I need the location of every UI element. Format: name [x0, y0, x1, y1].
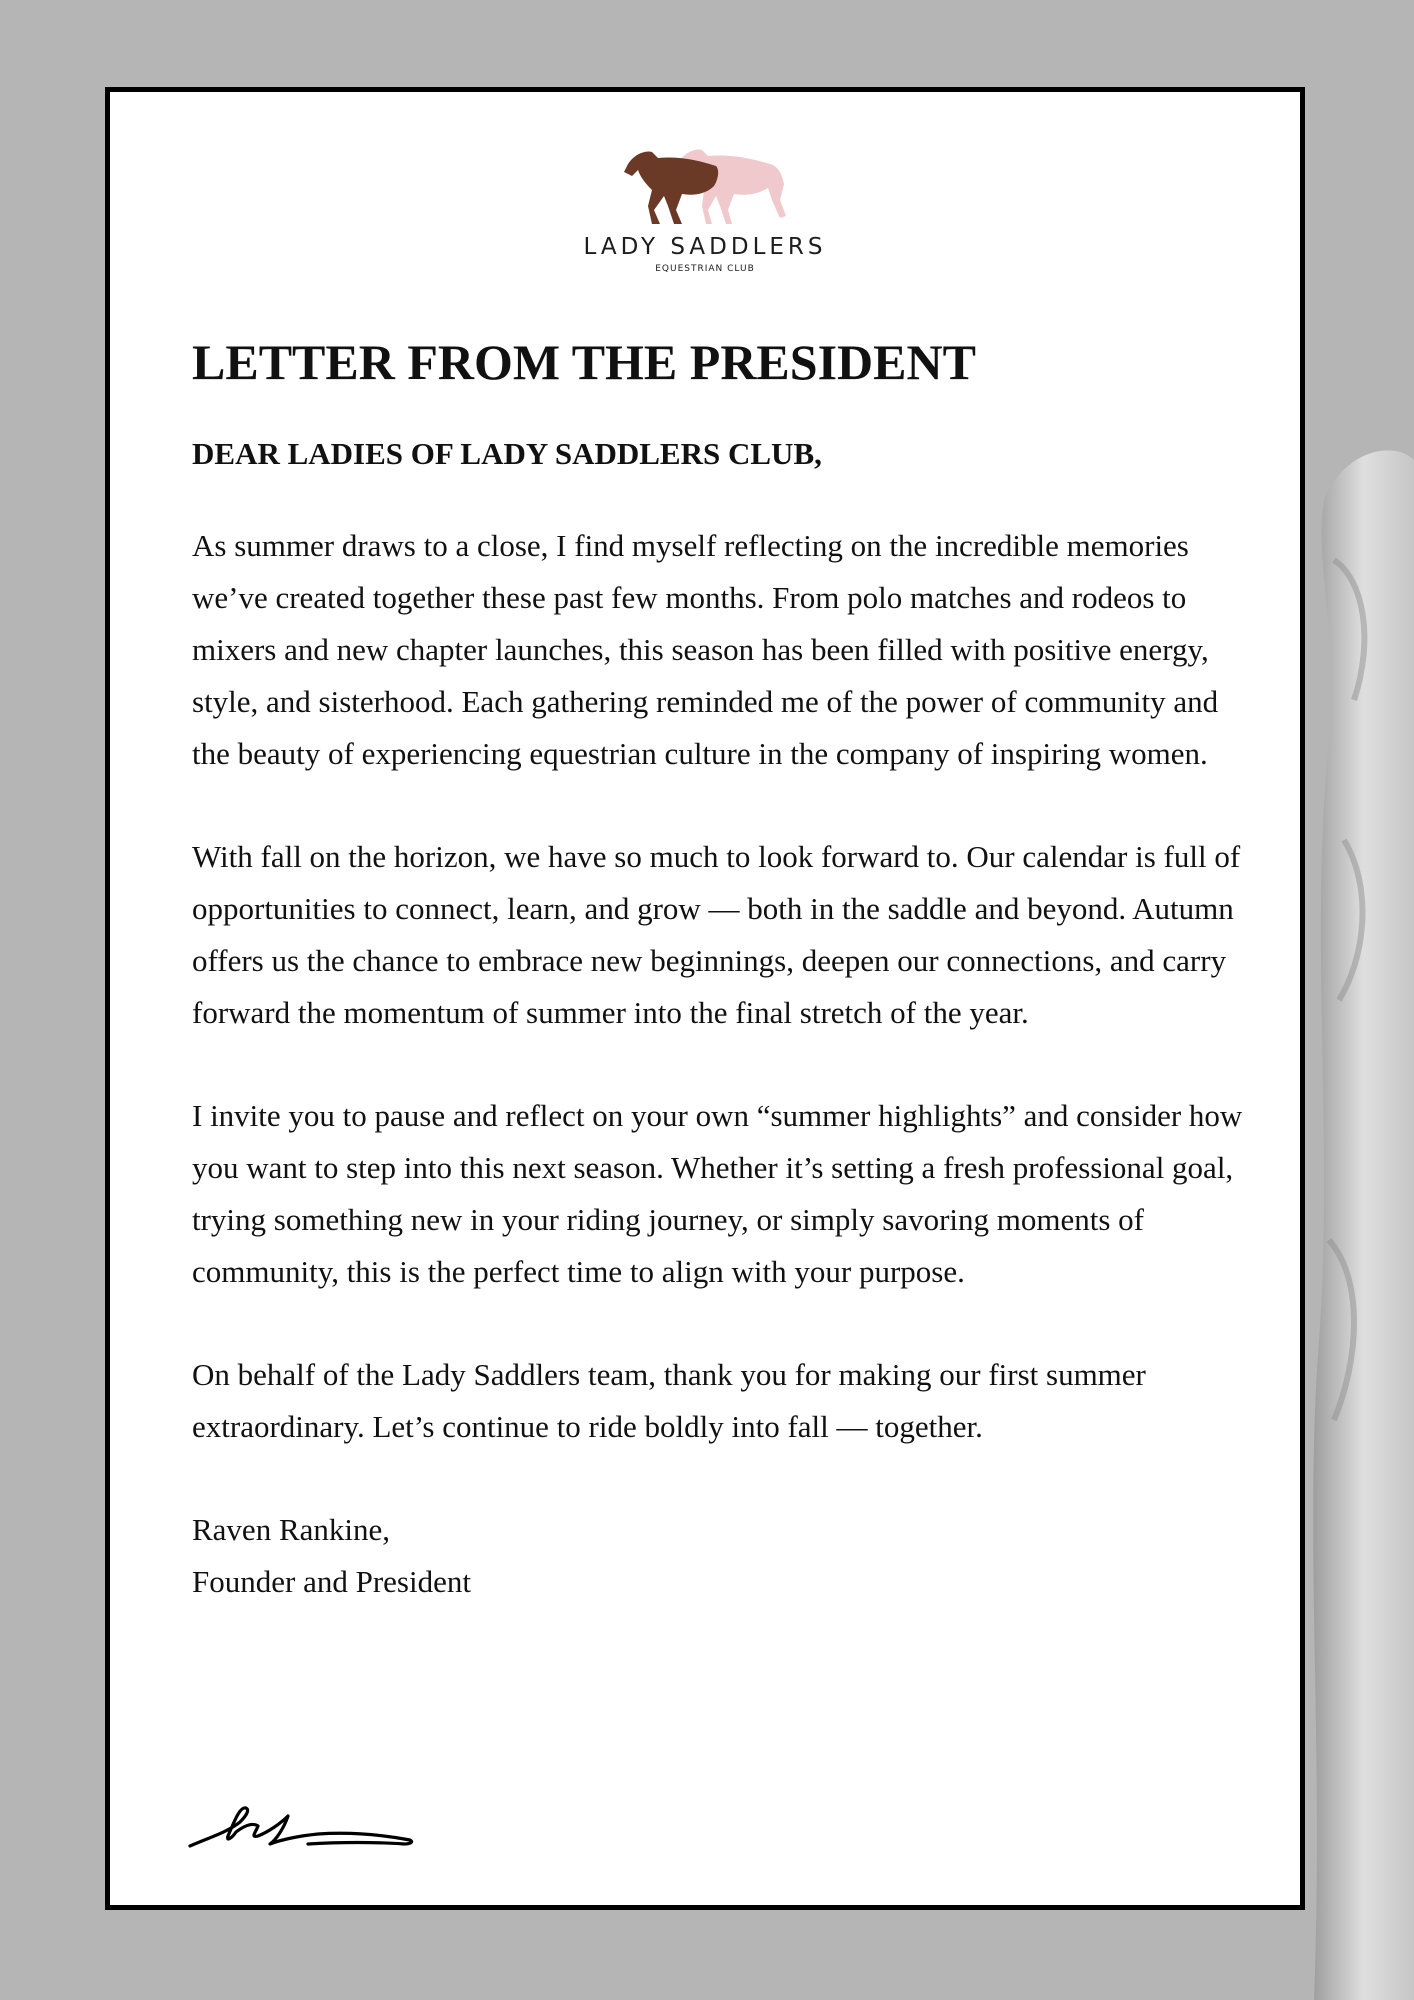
logo-wordmark: LADY SADDLERS: [583, 234, 827, 260]
signoff-title: Founder and President: [192, 1564, 471, 1599]
letter-paragraph: I invite you to pause and reflect on your own “summer highlights” and consider how you want to step into this next season. Whether it’s setting a fresh professional goal, trying something new in your riding journey, or simply savoring moments of community, this is the perfect time to align with your purpose.: [192, 1098, 1243, 1289]
handwritten-signature: [188, 1802, 418, 1862]
letter-paragraph: With fall on the horizon, we have so much to look forward to. Our calendar is full of opportunities to connect, learn, and grow — both in the saddle and beyond. Autumn offers us the chance to embrace new beginnings, deepen our connections, and carry forward the momentum of summer into the final stretch of the year.: [192, 839, 1241, 1030]
signoff-name: Raven Rankine,: [192, 1512, 391, 1547]
letter-page: [105, 87, 1305, 1910]
background-horse-sculpture: [1304, 440, 1414, 2000]
letter-paragraph: On behalf of the Lady Saddlers team, thank you for making our first summer extraordinary. Let’s continue to ride boldly into fall — together.: [192, 1357, 1146, 1444]
two-horses-logo-icon: [620, 140, 790, 230]
signoff-block: [192, 1504, 1252, 1608]
letter-paragraph: As summer draws to a close, I find myself reflecting on the incredible memories we’ve created together these past few months. From polo matches and rodeos to mixers and new chapter launches, this season has been filled with positive energy, style, and sisterhood. Each gathering reminded me of the power of community and the beauty of experiencing equestrian culture in the company of inspiring women.: [192, 528, 1219, 771]
logo-subtitle: EQUESTRIAN CLUB: [655, 264, 755, 274]
letter-salutation: DEAR LADIES OF LADY SADDLERS CLUB,: [192, 436, 822, 471]
club-logo: [110, 140, 1300, 274]
letter-body: [192, 332, 1252, 1608]
letter-title: LETTER FROM THE PRESIDENT: [192, 334, 976, 390]
